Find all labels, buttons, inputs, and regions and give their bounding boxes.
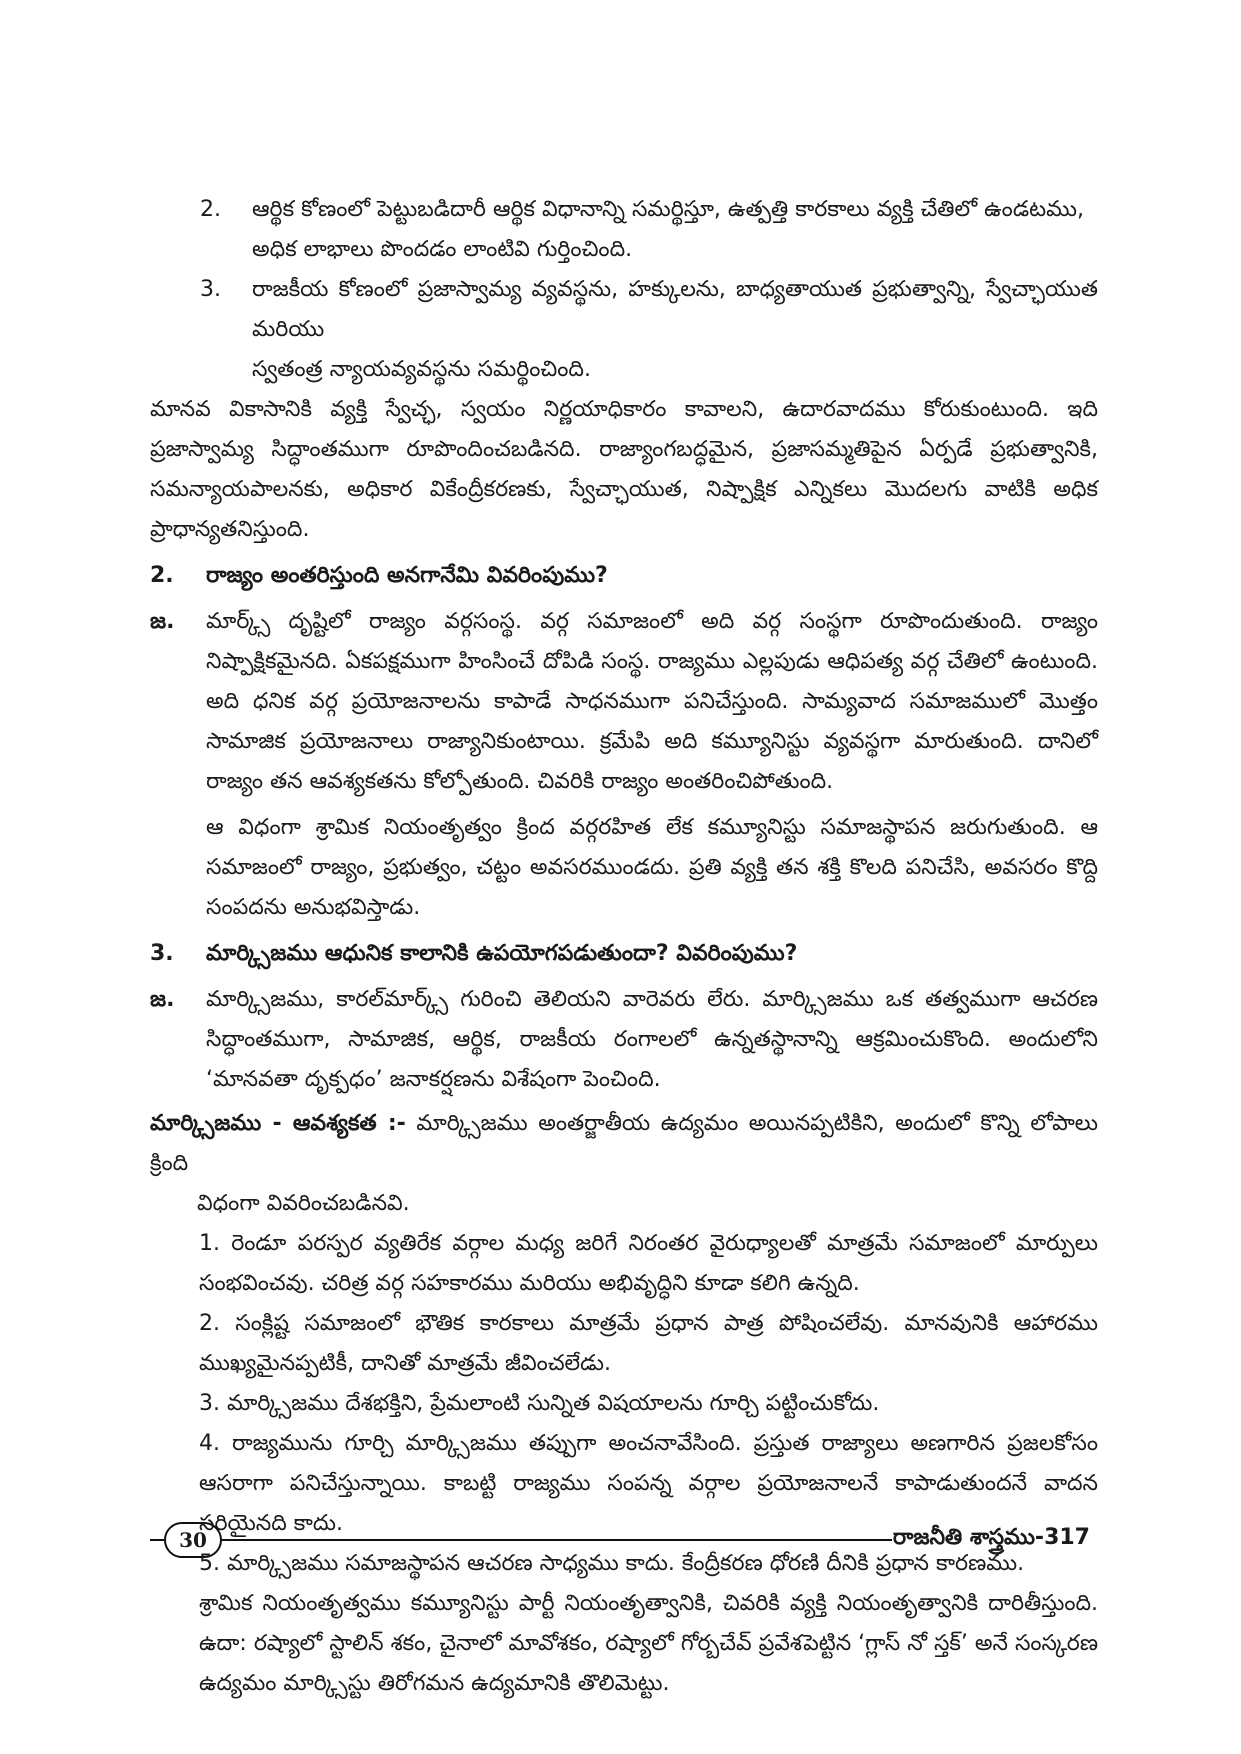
page-footer [150, 1520, 1090, 1560]
page-number: 30 [164, 1522, 222, 1558]
intro-paragraph: మానవ వికాసానికి వ్యక్తి స్వేచ్ఛ, స్వయం నిర్ణయాధికారం కావాలని, ఉదారవాదము కోరుకుంటుంది. ఇది ప్రజాస్వామ్య సిద్ధాంతముగా రూపొందించబడినది. రాజ్యాంగబద్ధమైన, ప్రజాసమ్మతిపైన ఏర్పడే ప్రభుత్వానికి, సమన్యాయపాలనకు, అధికార వికేంద్రీకరణకు, స్వేచ్ఛాయుత, నిష్పాక్షిక ఎన్నికలు మొదలగు వాటికి అధిక ప్రాధాన్యతనిస్తుంది. [150, 397, 1098, 542]
question-text: రాజ్యం అంతరిస్తుంది అనగానేమి వివరింపుము? [206, 563, 608, 588]
section-label: మార్క్సిజము - ఆవశ్యకత :- [150, 1111, 406, 1136]
intro-item-line: స్వతంత్ర న్యాయవ్యవస్థను సమర్థించింది. [252, 357, 591, 382]
intro-item-line: ఆర్థిక కోణంలో పెట్టుబడిదారీ ఆర్థిక విధానాన్ని సమర్థిస్తూ, ఉత్పత్తి కారకాలు వ్యక్తి చేతిలో ఉండటము, [252, 197, 1084, 222]
section-intro-continued: విధంగా వివరించబడినవి. [197, 1191, 410, 1216]
intro-item-2 [150, 190, 1098, 270]
answer-3 [150, 980, 1098, 1100]
intro-item-number: 2. [200, 197, 221, 222]
criticism-point: 3. మార్క్సిజము దేశభక్తిని, ప్రేమలాంటి సున్నిత విషయాలను గూర్చి పట్టించుకోదు. [199, 1391, 880, 1416]
criticism-point: 4. రాజ్యమును గూర్చి మార్క్సిజము తప్పుగా అంచనావేసింది. ప్రస్తుత రాజ్యాలు అణగారిన ప్రజలకోసం ఆసరాగా పనిచేస్తున్నాయి. కాబట్టి రాజ్యము సంపన్న వర్గాల ప్రయోజనాలనే కాపాడుతుందనే వాదన సరియైనది కాదు. [199, 1431, 1098, 1536]
answer-mark: జ. [150, 987, 175, 1012]
intro-item-line: రాజకీయ కోణంలో ప్రజాస్వామ్య వ్యవస్థను, హక్కులను, బాధ్యతాయుత ప్రభుత్వాన్ని, స్వేచ్ఛాయుత మరియు [252, 277, 1098, 342]
intro-item-number: 3. [200, 277, 221, 302]
page-content [150, 190, 1098, 1704]
closing-paragraph: శ్రామిక నియంతృత్వము కమ్యూనిస్టు పార్టీ నియంతృత్వానికి, చివరికి వ్యక్తి నియంతృత్వానికి దారితీస్తుంది. ఉదా: రష్యాలో స్టాలిన్ శకం, చైనాలో మావోశకం, రష్యాలో గోర్బచేవ్ ప్రవేశపెట్టిన ‘గ్లాస్ నో స్తక్’ అనే సంస్కరణ ఉద్యమం మార్క్సిస్టు తిరోగమన ఉద్యమానికి తొలిమెట్టు. [199, 1591, 1098, 1696]
intro-item-3 [150, 270, 1098, 390]
footer-rule [222, 1539, 892, 1541]
section-heading [150, 1104, 1098, 1184]
question-text: మార్క్సిజము ఆధునిక కాలానికి ఉపయోగపడుతుందా? వివరింపుము? [206, 941, 798, 966]
answer-text-continued: ఆ విధంగా శ్రామిక నియంతృత్వం క్రింద వర్గరహిత లేక కమ్యూనిస్టు సమాజస్థాపన జరుగుతుంది. ఆ సమాజంలో రాజ్యం, ప్రభుత్వం, చట్టం అవసరముండదు. ప్రతి వ్యక్తి తన శక్తి కొలది పనిచేసి, అవసరం కొద్ది సంపదను అనుభవిస్తాడు. [206, 815, 1098, 920]
footer-rule-left [150, 1539, 164, 1541]
criticism-point: 5. మార్క్సిజము సమాజస్థాపన ఆచరణ సాధ్యము కాదు. కేంద్రీకరణ ధోరణి దీనికి ప్రధాన కారణము. [199, 1551, 1025, 1576]
intro-item-line: అధిక లాభాలు పొందడం లాంటివి గుర్తించింది. [252, 237, 633, 262]
answer-text: మార్క్సిజము, కారల్‌మార్క్స్ గురించి తెలియని వారెవరు లేరు. మార్క్సిజము ఒక తత్వముగా ఆచరణ సిద్ధాంతముగా, సామాజిక, ఆర్థిక, రాజకీయ రంగాలలో ఉన్నతస్థానాన్ని ఆక్రమించుకొంది. అందులోని ‘మానవతా దృక్పధం’ జనాకర్షణను విశేషంగా పెంచింది. [206, 987, 1098, 1092]
section-intro: మార్క్సిజము అంతర్జాతీయ ఉద్యమం అయినప్పటికిని, అందులో కొన్ని లోపాలు క్రింది [150, 1111, 1098, 1176]
question-2 [150, 556, 1098, 596]
question-number: 2. [150, 563, 174, 588]
answer-2 [150, 602, 1098, 802]
answer-mark: జ. [150, 609, 175, 634]
answer-text: మార్క్స్ దృష్టిలో రాజ్యం వర్గసంస్థ. వర్గ సమాజంలో అది వర్గ సంస్థగా రూపొందుతుంది. రాజ్యం నిష్పాక్షికమైనది. ఏకపక్షముగా హింసించే దోపిడి సంస్థ. రాజ్యము ఎల్లపుడు ఆధిపత్య వర్గ చేతిలో ఉంటుంది. అది ధనిక వర్గ ప్రయోజనాలను కాపాడే సాధనముగా పనిచేస్తుంది. సామ్యవాద సమాజములో మొత్తం సామాజిక ప్రయోజనాలు రాజ్యానికుంటాయి. క్రమేపి అది కమ్యూనిస్టు వ్యవస్థగా మారుతుంది. దానిలో రాజ్యం తన ఆవశ్యకతను కోల్పోతుంది. చివరికి రాజ్యం అంతరించిపోతుంది. [206, 609, 1098, 794]
question-number: 3. [150, 941, 174, 966]
book-title: రాజనీతి శాస్త్రము-317 [892, 1525, 1090, 1550]
question-3 [150, 934, 1098, 974]
criticism-point: 2. సంక్లిష్ట సమాజంలో భౌతిక కారకాలు మాత్రమే ప్రధాన పాత్ర పోషించలేవు. మానవునికి ఆహారము ముఖ్యమైనప్పటికీ, దానితో మాత్రమే జీవించలేడు. [199, 1311, 1098, 1376]
criticism-point: 1. రెండూ పరస్పర వ్యతిరేక వర్గాల మధ్య జరిగే నిరంతర వైరుధ్యాలతో మాత్రమే సమాజంలో మార్పులు సంభవించవు. చరిత్ర వర్గ సహకారము మరియు అభివృద్ధిని కూడా కలిగి ఉన్నది. [199, 1231, 1098, 1296]
answer-2-continued [150, 808, 1098, 928]
